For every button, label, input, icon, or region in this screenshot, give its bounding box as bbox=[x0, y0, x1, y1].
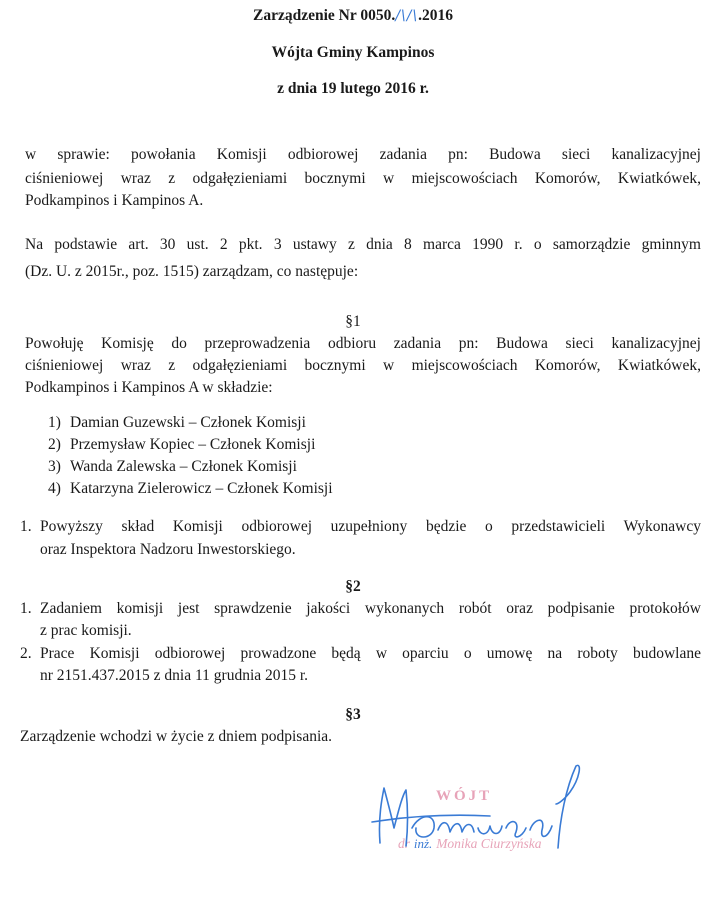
note-line-2: oraz Inspektora Nadzoru Inwestorskiego. bbox=[40, 541, 296, 558]
title-prefix: Zarządzenie Nr 0050. bbox=[253, 7, 396, 24]
section-2-item-2-line-2: nr 2151.437.2015 z dnia 11 grudnia 2015 r. bbox=[40, 667, 309, 684]
list-item-number: 4) bbox=[48, 480, 61, 497]
list-item-text: Damian Guzewski – Członek Komisji bbox=[70, 414, 306, 431]
legal-basis-line-2: (Dz. U. z 2015r., poz. 1515) zarządzam, co następuje: bbox=[25, 263, 359, 280]
list-item-text: Wanda Zalewska – Członek Komisji bbox=[70, 458, 297, 475]
note-line-1: Powyższy skład Komisji odbiorowej uzupełniony będzie o przedstawicieli Wykonawcy bbox=[40, 518, 701, 535]
section-1-line-2: ciśnieniowej wraz z odgałęzieniami bocznymi w miejscowościach Komorów, Kwiatkówek, bbox=[25, 357, 701, 374]
list-item-number: 1) bbox=[48, 414, 61, 431]
list-item bbox=[48, 414, 306, 432]
section-3-text: Zarządzenie wchodzi w życie z dniem podpisania. bbox=[20, 728, 333, 745]
list-item bbox=[48, 458, 297, 476]
section-2-heading: §2 bbox=[345, 578, 361, 595]
title-suffix: .2016 bbox=[418, 7, 453, 24]
stamp-degree: dr bbox=[398, 836, 411, 851]
document-date: z dnia 19 lutego 2016 r. bbox=[277, 80, 429, 97]
section-1-heading: §1 bbox=[345, 313, 361, 330]
legal-basis-line-1: Na podstawie art. 30 ust. 2 pkt. 3 ustawy z dnia 8 marca 1990 r. o samorządzie gminnym bbox=[25, 236, 701, 253]
document-title bbox=[0, 7, 706, 25]
list-item-text: Katarzyna Zielerowicz – Członek Komisji bbox=[70, 480, 333, 497]
section-2-item-1-line-1: Zadaniem komisji jest sprawdzenie jakości wykonanych robót oraz podpisanie protokołów bbox=[40, 600, 701, 617]
section-2-item-2-number: 2. bbox=[20, 645, 32, 662]
stamp-title: WÓJT bbox=[436, 788, 493, 804]
subject-line-1: w sprawie: powołania Komisji odbiorowej zadania pn: Budowa sieci kanalizacyjnej bbox=[25, 146, 701, 163]
list-item bbox=[48, 436, 315, 454]
subject-line-3: Podkampinos i Kampinos A. bbox=[25, 192, 204, 209]
section-2-item-1-number: 1. bbox=[20, 600, 32, 617]
document-authority: Wójta Gminy Kampinos bbox=[271, 44, 435, 61]
stamp-name: Monika Ciurzyńska bbox=[436, 836, 542, 851]
note-number: 1. bbox=[20, 518, 32, 535]
section-2-item-1-line-2: z prac komisji. bbox=[40, 622, 132, 639]
list-item-number: 2) bbox=[48, 436, 61, 453]
section-2-item-2-line-1: Prace Komisji odbiorowej prowadzone będą w oparciu o umowę na roboty budowlane bbox=[40, 645, 701, 662]
section-3-heading: §3 bbox=[345, 706, 361, 723]
section-1-line-3: Podkampinos i Kampinos A w składzie: bbox=[25, 379, 273, 396]
handwritten-number: /\/\ bbox=[395, 8, 419, 24]
list-item-text: Przemysław Kopiec – Członek Komisji bbox=[70, 436, 316, 453]
signature-icon bbox=[370, 758, 590, 858]
list-item-number: 3) bbox=[48, 458, 61, 475]
stamp-degree-handwritten: inż. bbox=[413, 836, 433, 851]
list-item bbox=[48, 480, 333, 498]
section-1-line-1: Powołuję Komisję do przeprowadzenia odbioru zadania pn: Budowa sieci kanalizacyjnej bbox=[25, 335, 701, 352]
subject-line-2: ciśnieniowej wraz z odgałęzieniami bocznymi w miejscowościach Komorów, Kwiatkówek, bbox=[25, 170, 701, 187]
